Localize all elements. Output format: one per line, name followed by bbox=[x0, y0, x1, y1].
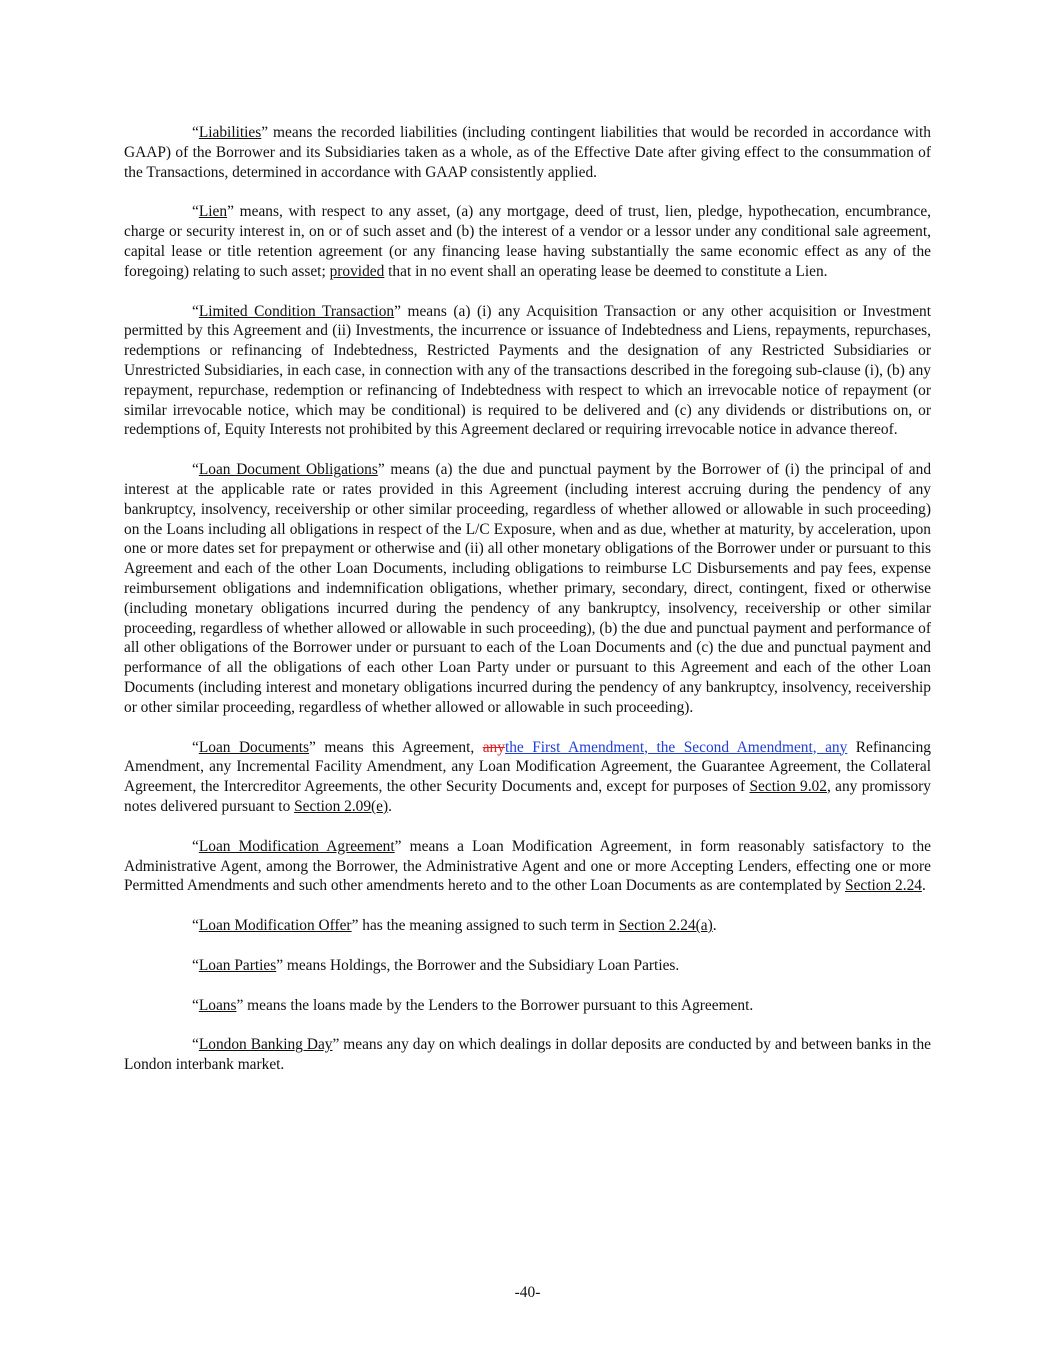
definition-text-tail: . bbox=[921, 877, 926, 895]
definition-text: ” means the recorded liabilities (including contingent liabilities that would be recorded in accordance with GAAP) of the Borrower and its Subsidiaries taken as a whole, as of the Effective Date after giving effect to the consummation of the Transactions, determined in accordance with GAAP consistently applied. bbox=[124, 124, 931, 181]
open-quote: “ bbox=[192, 738, 199, 756]
section-reference: Section 2.09(e) bbox=[294, 797, 389, 815]
open-quote: “ bbox=[192, 203, 199, 221]
definition-loan-parties bbox=[124, 956, 931, 976]
open-quote: “ bbox=[192, 461, 199, 479]
definition-text: ” means the loans made by the Lenders to the Borrower pursuant to this Agreement. bbox=[236, 996, 754, 1014]
inserted-text: the First Amendment, the Second Amendment, any bbox=[504, 738, 848, 756]
section-reference: Section 9.02 bbox=[749, 778, 827, 796]
open-quote: “ bbox=[192, 302, 199, 320]
definition-text-continued: Refinancing Amendment, any Incremental Facility Amendment, any Loan Modification Agreement, the Guarantee Agreement, the Collateral Agreement, the Intercreditor Agreements, the other Security Documents and, except for purposes of bbox=[124, 738, 931, 796]
definition-text: ” means (a) the due and punctual payment by the Borrower of (i) the principal of and interest at the applicable rate or rates provided in this Agreement (including interest accruing during the pendency of any bankruptcy, insolvency, receivership or other similar proceeding, regardless of whether allowed or allowable in such proceeding) on the Loans including all obligations in respect of the L/C Exposure, when and as due, whether at maturity, by acceleration, upon one or more dates set for prepayment or otherwise and (ii) all other monetary obligations of the Borrower under or pursuant to this Agreement and each of the other Loan Documents, including obligations to reimburse LC Disbursements and pay fees, expense reimbursement obligations and indemnification obligations, whether primary, secondary, direct, contingent, fixed or otherwise (including monetary obligations incurred during the pendency of any bankruptcy, insolvency, receivership or other similar proceeding, regardless of whether allowed or allowable in such proceeding), (b) the due and punctual payment and performance of all other obligations of the Borrower under or pursuant to each of the Loan Documents and (c) the due and punctual payment and performance of all the obligations of each other Loan Party under or pursuant to this Agreement and each of the other Loan Documents (including interest and monetary obligations incurred during the pendency of any bankruptcy, insolvency, receivership or other similar proceeding, regardless of whether allowed or allowable in such proceeding). bbox=[124, 461, 932, 716]
definition-loans bbox=[124, 996, 931, 1016]
defined-term: Loan Modification Offer bbox=[198, 917, 352, 935]
open-quote: “ bbox=[192, 1036, 199, 1054]
page-number: -40- bbox=[514, 1284, 541, 1301]
definition-text: ” means (a) (i) any Acquisition Transaction or any other acquisition or Investment permitted by this Agreement and (ii) Investments, the incurrence or issuance of Indebtedness and Liens, repayments, repurchases, redemptions or refinancing of Indebtedness, Restricted Payments and the designation of any Restricted Subsidiaries or Unrestricted Subsidiaries, in each case, in connection with any of the transactions described in the foregoing sub-clause (i), (b) any repayment, repurchase, redemption or refinancing of Indebtedness with respect to which an irrevocable notice of repayment (or similar irrevocable notice, which may be conditional) is required to be delivered and (c) any dividends or distributions on, or redemptions of, Equity Interests not prohibited by this Agreement declared or requiring irrevocable notice in advance thereof. bbox=[124, 302, 931, 439]
definition-loan-document-obligations bbox=[124, 460, 931, 717]
open-quote: “ bbox=[192, 837, 199, 855]
defined-term: Loan Documents bbox=[198, 738, 310, 756]
defined-term: Loan Modification Agreement bbox=[198, 837, 395, 855]
definition-lien bbox=[124, 202, 931, 281]
section-reference: Section 2.24 bbox=[845, 877, 922, 895]
definition-text-tail: . bbox=[388, 797, 392, 815]
open-quote: “ bbox=[192, 917, 199, 935]
definition-liabilities bbox=[124, 123, 931, 182]
definition-text-continued: , any promissory notes delivered pursuant to bbox=[124, 778, 931, 815]
open-quote: “ bbox=[192, 996, 199, 1014]
definition-text: ” means, with respect to any asset, (a) any mortgage, deed of trust, lien, pledge, hypothecation, encumbrance, charge or security interest in, on or of such asset and (b) the interest of a vendor or a lessor under any conditional sale agreement, capital lease or title retention agreement (or any financing lease having substantially the same economic effect as any of the foregoing) relating to such asset; bbox=[124, 203, 931, 280]
proviso-term: provided bbox=[329, 262, 385, 280]
definition-text-tail: that in no event shall an operating lease be deemed to constitute a Lien. bbox=[384, 262, 828, 280]
definition-text: ” has the meaning assigned to such term in bbox=[351, 917, 619, 935]
defined-term: Lien bbox=[198, 203, 228, 221]
definition-text-tail: . bbox=[712, 917, 717, 935]
definition-loan-modification-offer bbox=[124, 916, 931, 936]
definition-text: ” means this Agreement, bbox=[309, 738, 483, 756]
defined-term: London Banking Day bbox=[198, 1036, 333, 1054]
defined-term: Loan Document Obligations bbox=[198, 461, 378, 479]
document-page bbox=[124, 123, 931, 1095]
defined-term: Loan Parties bbox=[198, 956, 277, 974]
defined-term: Liabilities bbox=[198, 124, 262, 141]
definition-limited-condition-transaction bbox=[124, 302, 931, 441]
defined-term: Loans bbox=[198, 996, 237, 1014]
definition-loan-documents bbox=[124, 738, 931, 817]
definition-london-banking-day bbox=[124, 1035, 931, 1075]
definition-text: ” means Holdings, the Borrower and the Subsidiary Loan Parties. bbox=[276, 956, 680, 974]
open-quote: “ bbox=[192, 956, 199, 974]
definition-text: ” means any day on which dealings in dollar deposits are conducted by and between banks in the London interbank market. bbox=[124, 1036, 931, 1074]
section-reference: Section 2.24(a) bbox=[618, 917, 713, 935]
deleted-text: any bbox=[482, 738, 505, 756]
open-quote: “ bbox=[192, 124, 199, 141]
definition-text: ” means a Loan Modification Agreement, in form reasonably satisfactory to the Administrative Agent, among the Borrower, the Administrative Agent and one or more Accepting Lenders, effecting one or more Permitted Amendments and such other amendments hereto and to the other Loan Documents as are contemplated by bbox=[124, 837, 931, 895]
defined-term: Limited Condition Transaction bbox=[198, 302, 395, 320]
definition-loan-modification-agreement bbox=[124, 837, 931, 896]
